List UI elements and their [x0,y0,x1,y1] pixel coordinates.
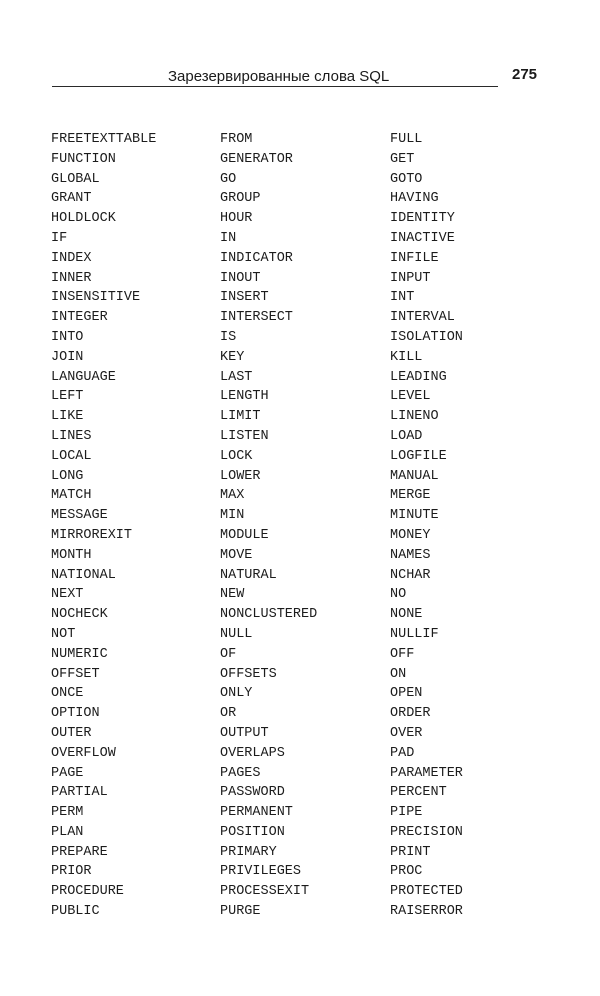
reserved-word: OUTPUT [220,725,269,741]
reserved-word: KILL [390,349,423,365]
reserved-word: NULL [220,626,253,642]
reserved-word: PAGE [51,765,84,781]
reserved-word: PRINT [390,844,431,860]
reserved-word: PARTIAL [51,785,108,801]
running-header-title: Зарезервированные слова SQL [168,68,390,85]
reserved-word: LOCK [220,448,253,464]
reserved-word: PROTECTED [390,884,463,900]
reserved-word: FUNCTION [51,151,116,167]
reserved-word: GOTO [390,171,423,187]
reserved-word: MIN [220,508,245,524]
reserved-word: INOUT [220,270,261,286]
reserved-word: MERGE [390,488,431,504]
reserved-word: NATIONAL [51,567,116,583]
reserved-word: PREPARE [51,844,108,860]
reserved-word: PRIOR [51,864,92,880]
reserved-word: PIPE [390,805,423,821]
reserved-word: RAISERROR [390,904,463,920]
reserved-word: PURGE [220,904,261,920]
reserved-word: PROCESSEXIT [220,884,310,900]
reserved-word: GO [220,171,237,187]
reserved-word: NAMES [390,547,431,563]
reserved-word: JOIN [51,349,84,365]
reserved-word: MAX [220,488,245,504]
keyword-column-2 [220,130,317,922]
reserved-word: NONE [390,607,423,623]
reserved-word: MINUTE [390,508,439,524]
reserved-word: LEADING [390,369,447,385]
reserved-word: NEXT [51,587,84,603]
reserved-word: MONEY [390,527,431,543]
running-header [52,64,542,92]
reserved-word: GENERATOR [220,151,293,167]
reserved-word: OR [220,706,237,722]
reserved-word: LEVEL [390,389,431,405]
page-number: 275 [512,66,538,83]
reserved-word: PERCENT [390,785,447,801]
reserved-word: INACTIVE [390,230,455,246]
reserved-word: FREETEXTTABLE [51,132,157,147]
reserved-word: LIKE [51,409,84,425]
reserved-word: INTERVAL [390,310,455,326]
reserved-word: INDEX [51,250,92,266]
reserved-word: HOUR [220,211,253,227]
reserved-word: NATURAL [220,567,277,583]
reserved-word: PERMANENT [220,805,293,821]
reserved-word: OUTER [51,725,92,741]
reserved-word: INSERT [220,290,269,306]
reserved-word: IDENTITY [390,211,455,227]
keyword-column-3 [390,130,463,922]
reserved-word: OFFSETS [220,666,277,682]
reserved-word: LINES [51,428,92,444]
reserved-word: GROUP [220,191,261,207]
reserved-word: ORDER [390,706,431,722]
reserved-word: MONTH [51,547,92,563]
reserved-word: NOT [51,626,76,642]
reserved-word: OF [220,646,237,662]
reserved-word: NOCHECK [51,607,108,623]
reserved-word: LOAD [390,428,423,444]
reserved-word: INPUT [390,270,431,286]
reserved-word: ON [390,666,407,682]
reserved-word: LANGUAGE [51,369,116,385]
reserved-word: OPEN [390,686,423,702]
reserved-word: IF [51,230,68,246]
reserved-word: LAST [220,369,253,385]
reserved-word: PLAN [51,824,84,840]
reserved-word: NULLIF [390,626,439,642]
reserved-word: MESSAGE [51,508,108,524]
reserved-word: INTERSECT [220,310,293,326]
reserved-word: INSENSITIVE [51,290,141,306]
header-rule [52,86,498,87]
reserved-word: PAD [390,745,415,761]
reserved-word: PROC [390,864,423,880]
reserved-word: KEY [220,349,245,365]
reserved-word: NUMERIC [51,646,108,662]
reserved-word: IN [220,230,237,246]
reserved-word: ONLY [220,686,253,702]
reserved-word: LEFT [51,389,84,405]
reserved-word: PRECISION [390,824,463,840]
reserved-word: LIMIT [220,409,261,425]
reserved-word: LONG [51,468,84,484]
reserved-word: ONCE [51,686,84,702]
reserved-word: LOCAL [51,448,92,464]
reserved-word: LOWER [220,468,261,484]
reserved-word: PRIVILEGES [220,864,302,880]
reserved-word: MANUAL [390,468,439,484]
reserved-word: NCHAR [390,567,431,583]
reserved-word: FROM [220,132,253,147]
reserved-word: NEW [220,587,245,603]
reserved-word: INT [390,290,415,306]
reserved-word: OVER [390,725,423,741]
reserved-word: LISTEN [220,428,269,444]
reserved-word: OFF [390,646,415,662]
reserved-word: MOVE [220,547,253,563]
reserved-word: GLOBAL [51,171,100,187]
reserved-word: INFILE [390,250,439,266]
reserved-word: INDICATOR [220,250,293,266]
reserved-word: POSITION [220,824,285,840]
reserved-word: FULL [390,132,423,147]
reserved-word: MIRROREXIT [51,527,133,543]
keyword-column-1 [51,130,156,922]
reserved-word: OVERFLOW [51,745,116,761]
reserved-word: NO [390,587,407,603]
reserved-word: PARAMETER [390,765,463,781]
reserved-word: GET [390,151,415,167]
reserved-word: MATCH [51,488,92,504]
reserved-word: MODULE [220,527,269,543]
reserved-word: PROCEDURE [51,884,124,900]
reserved-word: INNER [51,270,92,286]
reserved-word: OVERLAPS [220,745,285,761]
reserved-word: PAGES [220,765,261,781]
reserved-word: PERM [51,805,84,821]
reserved-word: HAVING [390,191,439,207]
reserved-word: INTEGER [51,310,108,326]
reserved-word: GRANT [51,191,92,207]
reserved-word: PUBLIC [51,904,100,920]
reserved-word: PRIMARY [220,844,277,860]
reserved-word: IS [220,329,237,345]
reserved-word: PASSWORD [220,785,285,801]
reserved-word: OPTION [51,706,100,722]
reserved-word: OFFSET [51,666,100,682]
reserved-word: LINENO [390,409,439,425]
reserved-word: LENGTH [220,389,269,405]
reserved-word: NONCLUSTERED [220,607,318,623]
reserved-word: HOLDLOCK [51,211,116,227]
reserved-word: ISOLATION [390,329,463,345]
reserved-word: INTO [51,329,84,345]
reserved-word: LOGFILE [390,448,447,464]
